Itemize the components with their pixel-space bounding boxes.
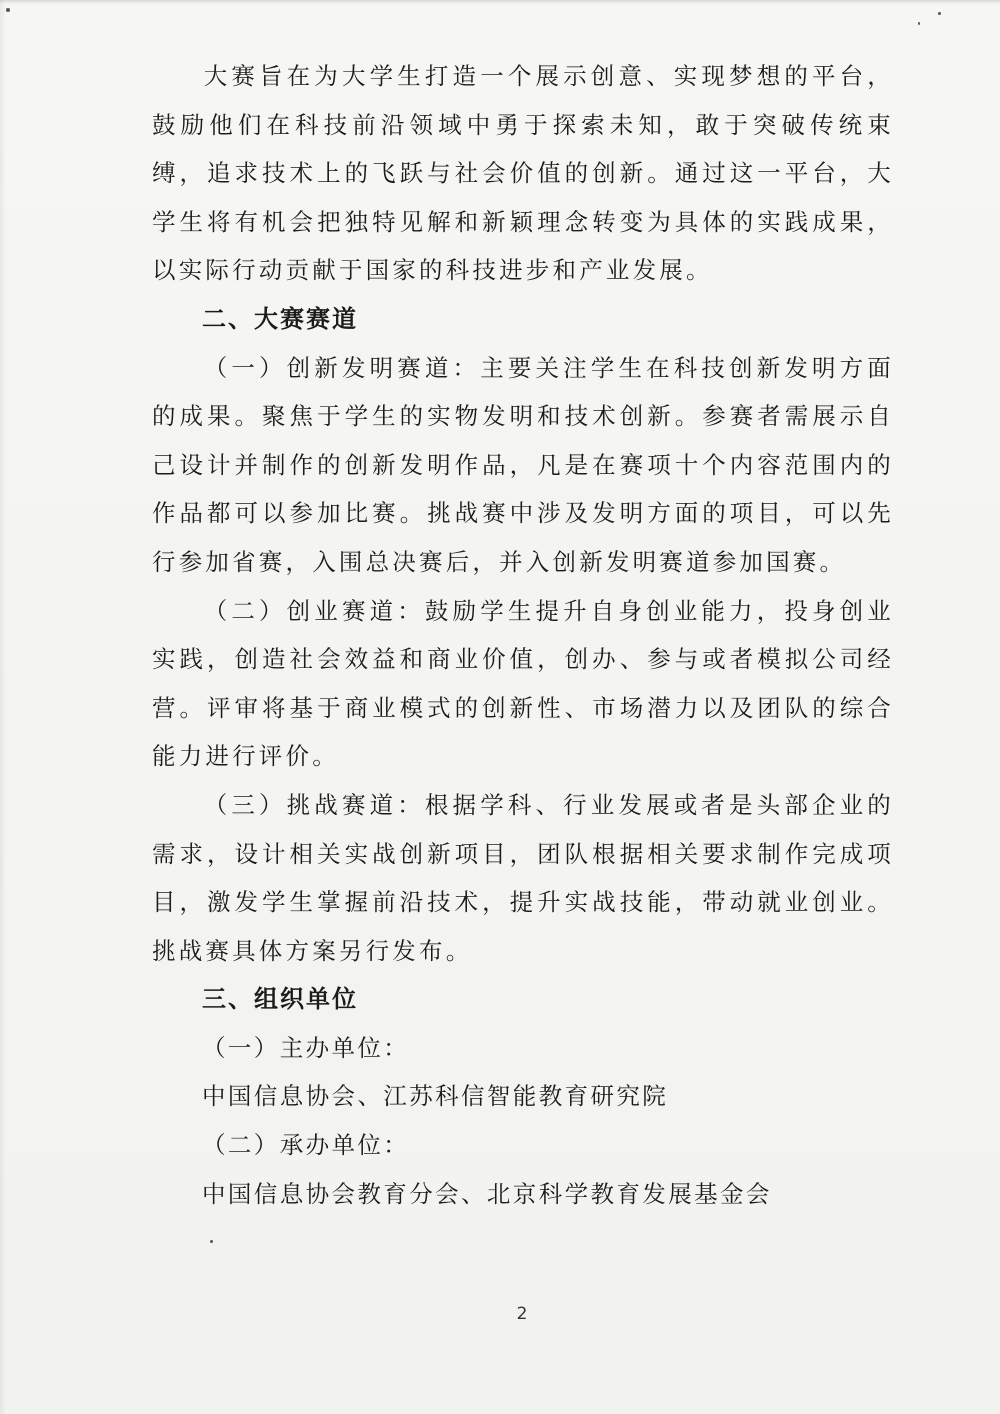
section-heading-organizers: 三、组织单位 bbox=[202, 985, 358, 1014]
track-entrepreneurship-paragraph: （二）创业赛道：鼓励学生提升自身创业能力，投身创业实践，创造社会效益和商业价值，创办、参与或者模拟公司经营。评审将基于商业模式的创新性、市场潜力以及团队的综合能力进行评价。 bbox=[152, 596, 894, 771]
document-body bbox=[152, 52, 894, 1218]
track-innovation-paragraph: （一）创新发明赛道：主要关注学生在科技创新发明方面的成果。聚焦于学生的实物发明和技术创新。参赛者需展示自己设计并制作的创新发明作品，凡是在赛项十个内容范围内的作品都可以参加比赛。挑战赛中涉及发明方面的项目，可以先行参加省赛，入围总决赛后，并入创新发明赛道参加国赛。 bbox=[152, 353, 894, 576]
scan-speck bbox=[938, 12, 941, 15]
track-challenge-paragraph: （三）挑战赛道：根据学科、行业发展或者是头部企业的需求，设计相关实战创新项目，团队根据相关要求制作完成项目，激发学生掌握前沿技术，提升实战技能，带动就业创业。挑战赛具体方案另行发布。 bbox=[152, 790, 894, 965]
organizer-label: （二）承办单位： bbox=[202, 1131, 410, 1160]
intro-paragraph: 大赛旨在为大学生打造一个展示创意、实现梦想的平台，鼓励他们在科技前沿领域中勇于探索未知，敢于突破传统束缚，追求技术上的飞跃与社会价值的创新。通过这一平台，大学生将有机会把独特见解和新颖理念转变为具体的实践成果，以实际行动贡献于国家的科技进步和产业发展。 bbox=[152, 62, 894, 285]
scan-speck bbox=[918, 22, 920, 25]
host-label: （一）主办单位： bbox=[202, 1033, 410, 1062]
section-heading-tracks: 二、大赛赛道 bbox=[202, 304, 358, 333]
scan-speck bbox=[210, 1240, 213, 1243]
host-value: 中国信息协会、江苏科信智能教育研究院 bbox=[202, 1082, 669, 1111]
page-number: 2 bbox=[516, 1304, 528, 1324]
scan-left-shadow bbox=[0, 0, 6, 1414]
organizer-value: 中国信息协会教育分会、北京科学教育发展基金会 bbox=[202, 1179, 772, 1208]
scan-speck bbox=[6, 8, 10, 12]
scan-edge-shadow bbox=[0, 0, 1000, 4]
